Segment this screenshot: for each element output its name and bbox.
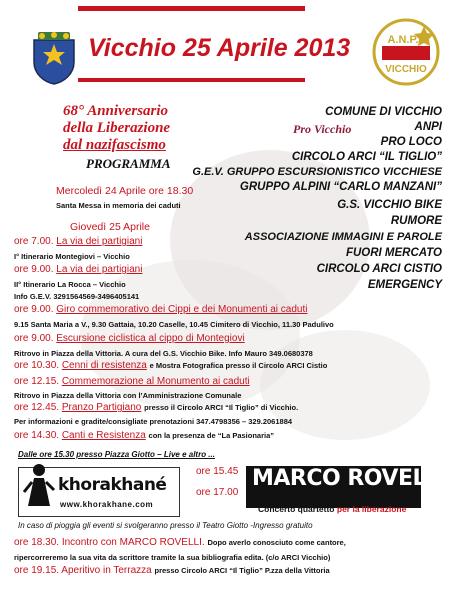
organizer-item: RUMORE (390, 215, 442, 227)
headline-line-2: della Liberazione (63, 120, 171, 136)
event-note: Dopo averlo conosciuto come cantore, (207, 538, 346, 547)
day2-heading: Giovedì 25 Aprile (70, 221, 150, 233)
organizer-item: G.E.V. GRUPPO ESCURSIONISTICO VICCHIESE (192, 166, 442, 178)
event-note: Per informazioni e gradite/consigliate prenotazioni 347.4798356 – 329.2061884 (14, 417, 293, 426)
rovelli-subtitle-b: per la liberazione (336, 504, 407, 514)
event-title: Commemorazione al Monumento ai caduti (61, 376, 250, 387)
event-title: Giro commemorativo dei Cippi e dei Monumenti ai caduti (56, 304, 308, 315)
event-row (14, 565, 330, 576)
event-note: Info G.E.V. 3291564569-3496405141 (14, 292, 140, 301)
event-title: Aperitivo in Terrazza (61, 565, 152, 576)
proloco-logo: Pro Vicchio (293, 122, 352, 136)
event-time: ore 19.15. (14, 565, 60, 576)
event-row (14, 304, 308, 315)
organizer-item: ASSOCIAZIONE IMMAGINI E PAROLE (244, 231, 442, 243)
event-note: con la presenza de “La Pasionaria” (148, 431, 275, 440)
event-note: Ritrovo in Piazza della Vittoria. A cura del G.S. Vicchio Bike. Info Mauro 349.0680378 (14, 349, 313, 358)
event-row (14, 376, 250, 387)
khorakhane-time: ore 15.45 (196, 466, 239, 477)
event-row (14, 402, 298, 413)
event-row (14, 333, 245, 344)
rovelli-subtitle (258, 504, 406, 514)
event-time: ore 9.00. (14, 333, 54, 344)
event-time: ore 10.30. (14, 360, 60, 371)
event-row (14, 430, 274, 441)
event-time: ore 12.45. (14, 402, 60, 413)
event-note: Ritrovo in Piazza della Vittoria con l’Amministrazione Comunale (14, 391, 242, 400)
event-note: II° Itinerario La Rocca – Vicchio (14, 280, 126, 289)
event-title: Canti e Resistenza (61, 430, 146, 441)
event-note: presso Circolo ARCI “Il Tiglio” P.zza della Vittoria (154, 566, 330, 575)
header-divider (78, 78, 305, 82)
event-title: Cenni di resistenza (61, 360, 147, 371)
event-row (14, 264, 142, 275)
event-time: ore 9.00. (14, 264, 54, 275)
event-time: ore 14.30. (14, 430, 60, 441)
day1-note: Santa Messa in memoria dei caduti (56, 201, 181, 210)
organizer-item: G.S. VICCHIO BIKE (337, 199, 442, 211)
event-title: Escursione ciclistica al cippo di Montegiovi (56, 333, 245, 344)
event-title: Incontro con MARCO ROVELLI. (61, 537, 205, 548)
event-time: ore 18.30. (14, 537, 60, 548)
event-note: ripercorreremo la sua vita da scrittore tramite la sua bibliografia edita. (c/o ARCI Vicchio) (14, 553, 331, 562)
anpi-logo-top-text: A.N.P.I. (387, 34, 425, 46)
event-time: ore 7.00. (14, 236, 54, 247)
organizer-item: CIRCOLO ARCI “IL TIGLIO” (291, 151, 442, 163)
rovelli-subtitle-a: Concerto quartetto (258, 504, 335, 514)
organizer-item: CIRCOLO ARCI CISTIO (316, 263, 442, 275)
event-row (14, 236, 142, 247)
khorakhane-wordmark: khorakhané (58, 475, 167, 495)
organizer-item: EMERGENCY (367, 279, 442, 291)
event-title: La via dei partigiani (56, 264, 143, 275)
headline-line-3: dal nazifascismo (63, 137, 166, 153)
khorakhane-figure-icon (22, 462, 56, 506)
organizer-item: GRUPPO ALPINI “CARLO MANZANI” (239, 181, 442, 193)
rain-notice: In caso di pioggia gli eventi si svolgeranno presso il Teatro Giotto -Ingresso gratuito (18, 521, 313, 530)
event-note: presso il Circolo ARCI “Il Tiglio” di Vicchio. (144, 403, 299, 412)
afternoon-heading: Dalle ore 15.30 presso Piazza Giotto – Live e altro ... (18, 450, 215, 459)
organizer-item: ANPI (414, 121, 442, 133)
event-note: 9.15 Santa Maria a V., 9.30 Gattaia, 10.20 Caselle, 10.45 Cimitero di Vicchio, 11.30 Padulivo (14, 320, 334, 329)
event-note: e Mostra Fotografica presso il Circolo ARCI Cistio (149, 361, 328, 370)
event-row (14, 537, 346, 548)
organizer-item: COMUNE DI VICCHIO (325, 106, 442, 118)
rovelli-wordmark: MARCO ROVELLI (252, 466, 448, 491)
organizer-item: FUORI MERCATO (345, 247, 442, 259)
header-top-bar (78, 6, 305, 11)
event-title: La via dei partigiani (56, 236, 143, 247)
khorakhane-url: www.khorakhane.com (60, 500, 154, 509)
organizer-item: PRO LOCO (380, 136, 442, 148)
headline-line-1: 68° Anniversario (63, 103, 169, 119)
event-row (14, 360, 327, 371)
rovelli-time: ore 17.00 (196, 487, 239, 498)
anpi-logo-icon (372, 18, 440, 86)
event-time: ore 9.00. (14, 304, 54, 315)
vicchio-crest-icon (30, 30, 78, 86)
day1-heading: Mercoledì 24 Aprile ore 18.30 (56, 185, 194, 197)
event-time: ore 12.15. (14, 376, 60, 387)
event-title: Pranzo Partigiano (61, 402, 142, 413)
programma-heading: PROGRAMMA (86, 156, 171, 171)
anpi-logo-bottom-text: VICCHIO (385, 64, 427, 75)
page-title: Vicchio 25 Aprile 2013 (88, 34, 351, 62)
event-note: I° Itinerario Montegiovi – Vicchio (14, 252, 130, 261)
